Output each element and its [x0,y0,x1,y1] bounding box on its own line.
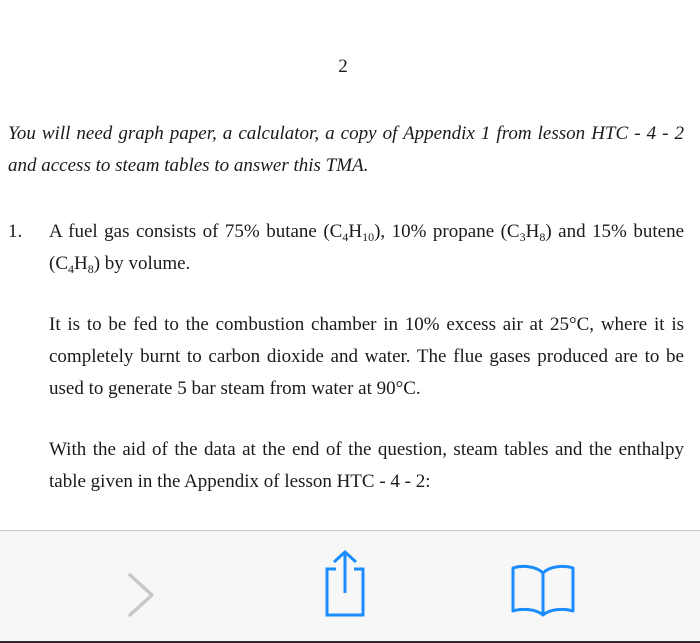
question-paragraph-2: It is to be fed to the combustion chamber in 10% excess air at 25°C, where it is completely burnt to carbon dioxide and water. The flue gases produced are to be used to generate 5 bar steam from water at 90°C. [49,314,684,399]
subscript: 8 [539,230,546,244]
subscript: 3 [519,230,526,244]
text-fragment: H [348,221,363,242]
text-fragment: A fuel gas consists of 75% butane (C [49,221,343,242]
question-paragraph-1 [49,216,684,280]
text-fragment: H [525,221,540,242]
subscript: 8 [87,262,94,276]
text-fragment: ) by volume. [93,253,191,274]
chevron-right-icon [120,571,160,619]
book-icon [510,561,576,617]
text-fragment: H [74,253,88,274]
question-paragraph-3: With the aid of the data at the end of the question, steam tables and the enthalpy table given in the Appendix of lesson HTC - 4 - 2: [49,439,684,492]
bookmarks-button[interactable] [510,561,576,617]
share-button[interactable] [322,549,368,619]
share-icon [322,549,368,619]
bottom-toolbar [0,531,700,643]
subscript: 10 [362,230,375,244]
page-number: 2 [338,56,348,77]
text-fragment: ) and 15% butene (C [49,221,685,274]
question-body [49,216,684,498]
subscript: 4 [68,262,74,276]
question-number: 1. [8,221,23,242]
subscript: 4 [342,230,349,244]
text-fragment: ), 10% propane (C [374,221,520,242]
intro-paragraph: You will need graph paper, a calculator, a copy of Appendix 1 from lesson HTC - 4 - 2 and access to steam tables to answer this TMA. [8,123,684,176]
forward-button[interactable] [120,571,160,619]
